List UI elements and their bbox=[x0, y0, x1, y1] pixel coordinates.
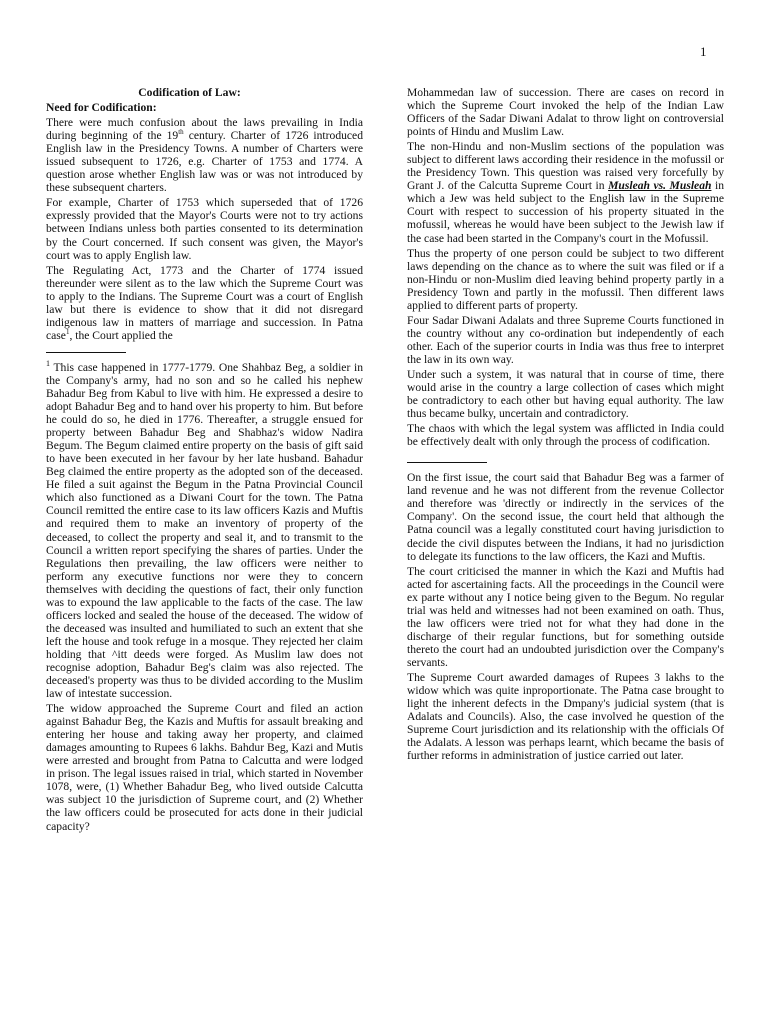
section-heading: Need for Codification: bbox=[46, 101, 157, 115]
paragraph-intro bbox=[46, 116, 363, 194]
paragraph-charter-1753: For example, Charter of 1753 which superseded that of 1726 expressly provided that the Mayor's Courts were not to try actions between Indians unless both parties consented to its determination by the Court concerned. If such consent was given, the Mayor's court was to apply English law. bbox=[46, 196, 363, 262]
page-number: 1 bbox=[700, 44, 707, 59]
paragraph-adalats: Four Sadar Diwani Adalats and three Supreme Courts functioned in the country without any co-ordination but independently of each other. Each of the superior courts in India was thus free to interpret the law in its own way. bbox=[407, 313, 724, 366]
paragraph-regulating-act-text-b: , the Court applied the bbox=[69, 328, 173, 342]
paragraph-regulating-act-text-a: The Regulating Act, 1773 and the Charter of 1774 issued thereunder were silent as to the law which the Supreme Court was to apply to the Indians. The Supreme Court was a court of English law but there is evidence to show that it did not disregard indigenous law in matters of marriage and succession. In Patna case bbox=[46, 263, 363, 342]
right-column bbox=[407, 86, 724, 764]
footnote-paragraph-4: The court criticised the manner in which the Kazi and Muftis had acted for ascertaining facts. All the proceedings in the Council were ex parte without any I notice being given to the Begum. No regular trial was held and witnesses had not been examined on oath. Thus, the law officers were tried not for what they had done in the discharge of their regular functions, but for something outside thereto the court had an undoubted jurisdiction over the Company's servants. bbox=[407, 564, 724, 669]
document-title: Codification of Law: bbox=[138, 86, 241, 99]
paragraph-musleah-case bbox=[407, 140, 724, 244]
paragraph-intro-text-a: There were much confusion about the laws prevailing in India during beginning of the 19 bbox=[46, 116, 363, 143]
paragraph-system: Under such a system, it was natural that in course of time, there would arise in the country a large collection of cases which might be contradictory to each other but having equal authority. The law thus became bulky, uncertain and contradictory. bbox=[407, 367, 724, 421]
superscript-th: th bbox=[178, 128, 184, 137]
left-column bbox=[46, 86, 363, 835]
paragraph-chaos: The chaos with which the legal system was afflicted in India could be effectively dealt with only through the process of codification. bbox=[407, 422, 724, 449]
paragraph-musleah-text-a: The non-Hindu and non-Muslim sections of the population was subject to different laws according their residence in the mofussil or the Presidency Town. This question was raised very forcefully by Grant J. of the Calcutta Supreme Court in bbox=[407, 140, 724, 193]
footnote-divider bbox=[46, 352, 126, 353]
case-name-musleah: Musleah vs. Musleah bbox=[608, 179, 712, 193]
paragraph-musleah-text-b: in which a Jew was held subject to the English law in the Supreme Court with respect to succession of his property situated in the mofussil, whereas he would have been subject to the Jewish law if the case had been started in the Company's court in the Mofussil. bbox=[407, 179, 724, 245]
footnote-divider-right bbox=[407, 462, 487, 463]
paragraph-two-laws: Thus the property of one person could be subject to two different laws depending on the chance as to where the suit was filed or if a non-Hindu or non-Muslim died leaving behind property partly in a Presidency Town and partly in the mofussil. Then different laws applied to different parts of property. bbox=[407, 246, 724, 312]
footnote-paragraph-1-text: This case happened in 1777-1779. One Shahbaz Beg, a soldier in the Company's army, had no son and so he called his nephew Bahadur Beg from Kabul to live with him. He expressed a desire to adopt Bahadur Beg and to hand over his property to him. But before he could do so, he died in 1776. Thereafter, a struggle ensued for property between Bahadur Beg and Shabhaz's widow Nadira Begum. The Begum claimed entire property on the basis of gift said to have been executed in her favour by her late husband. Bahadur Beg claimed the entire property as the adopted son of the deceased. He filed a suit against the Begum in the Patna Provincial Council which also functioned as a Diwani Court for the town. The Patna Council remitted the entire case to its law officers Kazis and Muftis and required them to make an inventory of property of the deceased, to collect the property and seal it, and to transmit to the Council a written report specifying the shares of parties. Under the Regulations then prevailing, the law officers were neither to perform any executive functions nor were they to concern themselves with deciding the questions of fact, their only function was to expound the law applicable to the facts of the case. The law officers locked and sealed the house of the deceased. The widow of the deceased was insulted and humiliated to such an extent that she left the house and took refuge in a mosque. They rejected her claim holding that ^itt deeds were forged. As Muslim law does not recognise adoption, Bahadur Beg's claim was also rejected. The deceased's property was thus to be divided according to the Muslim law of intestate succession. bbox=[46, 360, 363, 701]
paragraph-intro-text-b: century. Charter of 1726 introduced English law in the Presidency Towns. A number of Charters were issued subsequent to 1726, e.g. Charter of 1753 and 1774. A question arose whether English law was or was not introduced by these subsequent charters. bbox=[46, 129, 363, 195]
footnote-paragraph-2: The widow approached the Supreme Court and filed an action against Bahadur Beg, the Kazis and Muftis for assault breaking and entering her house and taking away her property, and claimed damages amounting to Rupees 6 lakhs. Bahdur Beg, Kazi and Mutis were arrested and brought from Patna to Calcutta and were lodged in prison. The legal issues raised in trial, which started in November 1078, were, (1) Whether Bahadur Beg, who lived outside Calcutta was subject 10 the jurisdiction of Supreme court, and (2) Whether the law officers could be prosecuted for acts done in their judicial capacity? bbox=[46, 702, 363, 833]
footnote-paragraph-1 bbox=[46, 361, 363, 700]
paragraph-regulating-act bbox=[46, 264, 363, 342]
footnote-reference-mark: 1 bbox=[65, 327, 70, 336]
footnote-number: 1 bbox=[46, 359, 50, 369]
paragraph-mohammedan-law: Mohammedan law of succession. There are cases on record in which the Supreme Court invoked the help of the Indian Law Officers of the Sadar Diwani Adalat to throw light on controversial points of Hindu and Muslim Law. bbox=[407, 86, 724, 139]
footnote-paragraph-3: On the first issue, the court said that Bahadur Beg was a farmer of land revenue and he was not different from the revenue Collector and therefore was 'directly or indirectly in the services of the Company'. On the second issue, the court held that although the Patna council was a legally constituted court having jurisdiction to decide the civil disputes between the Indians, it had no jurisdiction to delegate its functions to the law officers, the Kazi and Muftis. bbox=[407, 471, 724, 563]
footnote-paragraph-5: The Supreme Court awarded damages of Rupees 3 lakhs to the widow which was quite inproportionate. The Patna case brought to light the inherent defects in the Dmpany's judicial system (that is Adalats and Councils). Also, the case involved he question of the Supreme Court jurisdiction and its relationship with the officials Of the Adalats. A lesson was perhaps learnt, which became the basis of further reforms in administration of justice carried out later. bbox=[407, 670, 724, 763]
